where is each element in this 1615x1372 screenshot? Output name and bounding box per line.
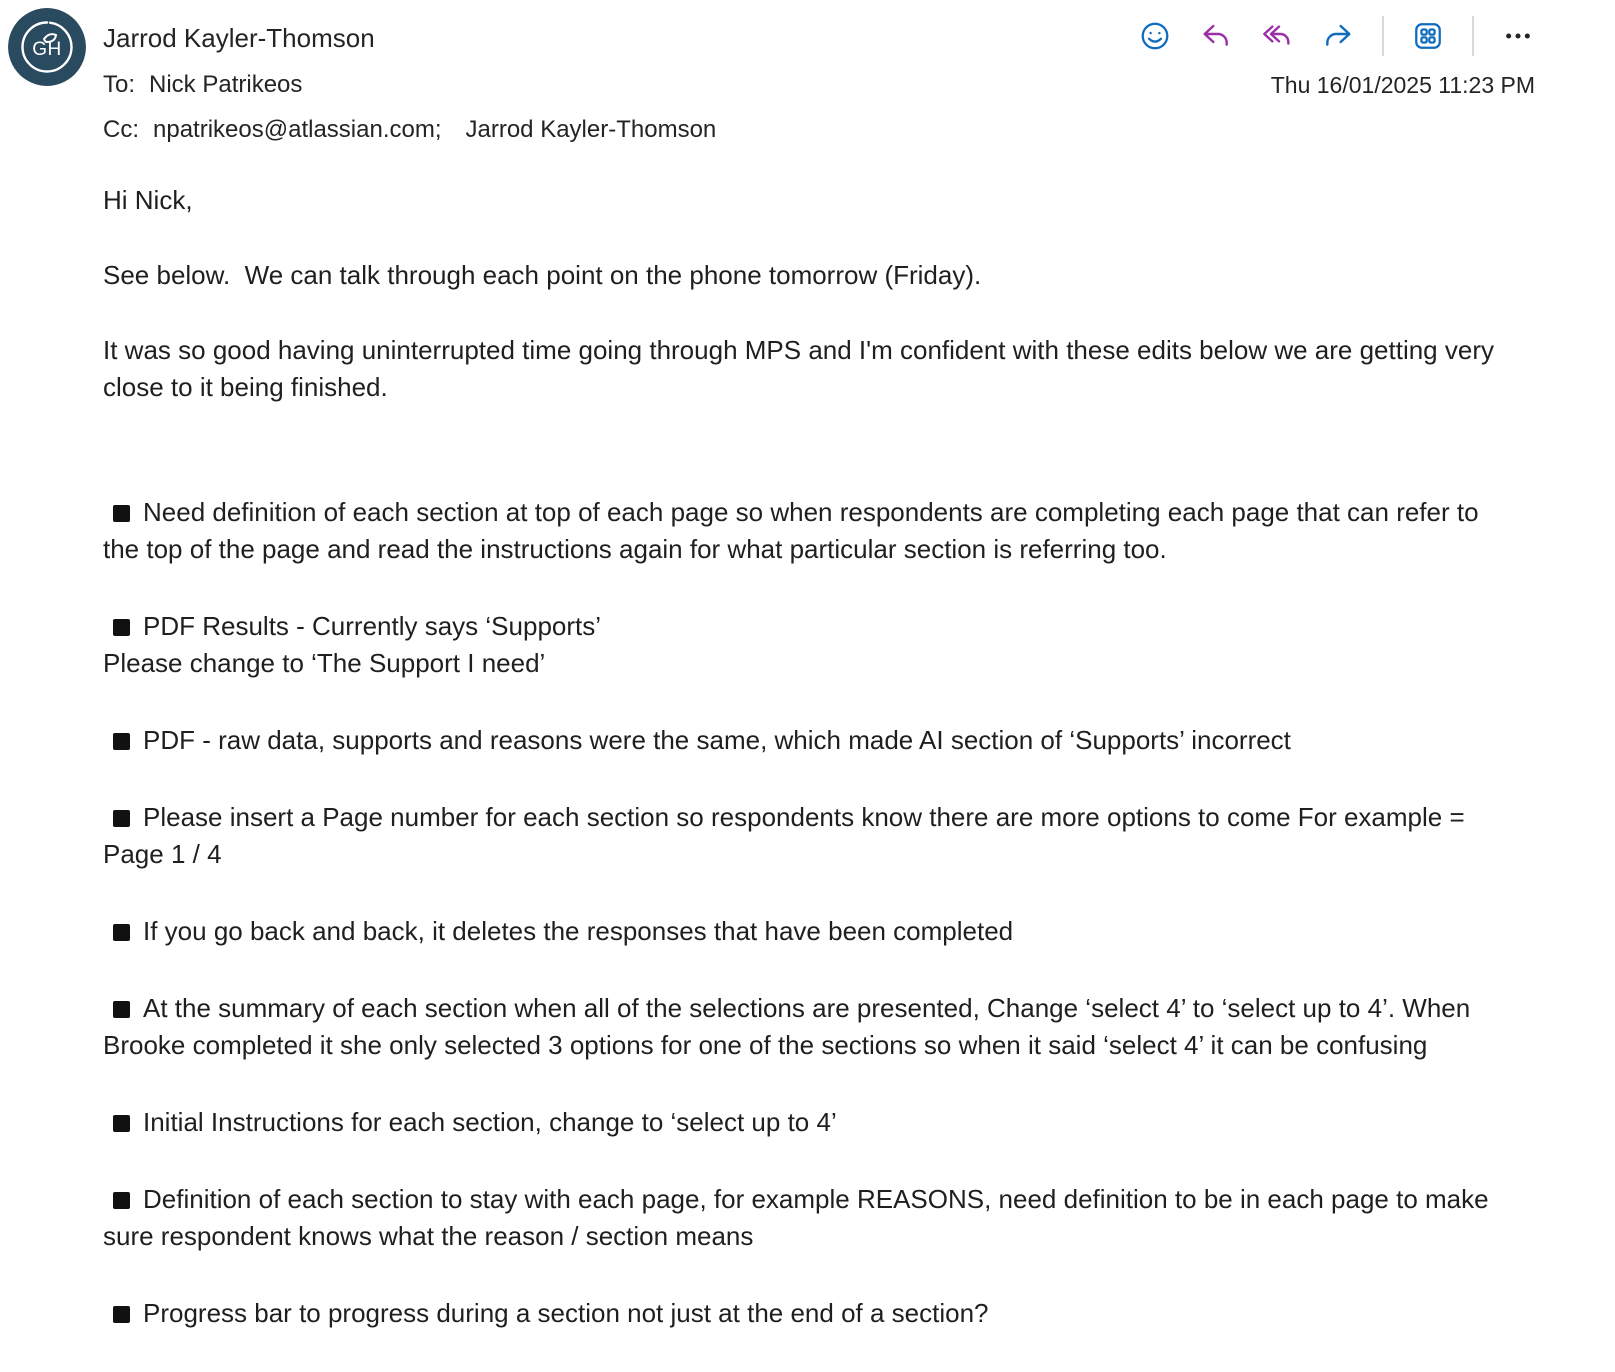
reply-icon bbox=[1200, 20, 1232, 52]
bullet-item bbox=[103, 1104, 1507, 1141]
toolbar-divider bbox=[1472, 16, 1474, 56]
bullet-text: PDF - raw data, supports and reasons were the same, which made AI section of ‘Supports’ incorrect bbox=[143, 725, 1291, 755]
bullet-square-icon bbox=[113, 1306, 130, 1323]
cc-recipient[interactable]: Jarrod Kayler-Thomson bbox=[465, 116, 717, 143]
bullet-square-icon bbox=[113, 810, 130, 827]
smiley-icon bbox=[1139, 20, 1171, 52]
avatar[interactable] bbox=[8, 8, 86, 86]
emoji-reaction-button[interactable] bbox=[1138, 19, 1172, 53]
bullet-square-icon bbox=[113, 1192, 130, 1209]
reply-all-button[interactable] bbox=[1260, 19, 1294, 53]
apps-button[interactable] bbox=[1411, 19, 1445, 53]
to-recipient[interactable]: Nick Patrikeos bbox=[149, 71, 303, 98]
to-label: To: bbox=[103, 71, 136, 98]
sender-name[interactable]: Jarrod Kayler-Thomson bbox=[103, 23, 375, 53]
cc-recipient[interactable]: npatrikeos@atlassian.com; bbox=[153, 116, 442, 143]
avatar-gh-logo bbox=[8, 8, 86, 86]
bullet-item bbox=[103, 608, 1507, 645]
message-toolbar bbox=[1138, 14, 1535, 58]
email-body bbox=[0, 152, 1615, 1372]
bullet-item bbox=[103, 722, 1507, 759]
bullet-item bbox=[103, 1181, 1507, 1255]
bullet-square-icon bbox=[113, 505, 130, 522]
bullet-square-icon bbox=[113, 1115, 130, 1132]
svg-text:GH: GH bbox=[32, 39, 62, 60]
bullet-text: Need definition of each section at top of each page so when respondents are completing each page that can refer to the top of the page and read the instructions again for what particular section is referring too. bbox=[103, 497, 1486, 564]
bullet-text: At the summary of each section when all of the selections are presented, Change ‘select 4’ to ‘select up to 4’. When Brooke completed it she only selected 3 options for one of the sections so when it said ‘select 4’ it can be confusing bbox=[103, 993, 1478, 1060]
cc-row bbox=[103, 116, 1535, 144]
message-timestamp: Thu 16/01/2025 11:23 PM bbox=[1270, 72, 1535, 98]
bullet-square-icon bbox=[113, 619, 130, 636]
forward-icon bbox=[1322, 20, 1354, 52]
bullet-text: If you go back and back, it deletes the responses that have been completed bbox=[143, 916, 1014, 946]
ellipsis-icon bbox=[1502, 20, 1534, 52]
reply-all-icon bbox=[1261, 20, 1293, 52]
reply-button[interactable] bbox=[1199, 19, 1233, 53]
bullet-text: Initial Instructions for each section, change to ‘select up to 4’ bbox=[143, 1107, 837, 1137]
bullet-text: Please insert a Page number for each section so respondents know there are more options to come For example = Page 1 / 4 bbox=[103, 802, 1472, 869]
header-right bbox=[1138, 14, 1535, 99]
greeting-text: Hi Nick, bbox=[103, 185, 193, 215]
more-actions-button[interactable] bbox=[1501, 19, 1535, 53]
forward-button[interactable] bbox=[1321, 19, 1355, 53]
bullet-text: Progress bar to progress during a section not just at the end of a section? bbox=[143, 1298, 989, 1328]
bullet-item bbox=[103, 494, 1507, 568]
bullet-square-icon bbox=[113, 733, 130, 750]
email-header bbox=[0, 0, 1615, 152]
toolbar-divider bbox=[1382, 16, 1384, 56]
bullet-text: Definition of each section to stay with each page, for example REASONS, need definition to be in each page to make sure respondent knows what the reason / section means bbox=[103, 1184, 1496, 1251]
body-paragraph: See below. We can talk through each point on the phone tomorrow (Friday). bbox=[103, 260, 982, 290]
bullet-continuation-text: Please change to ‘The Support I need’ bbox=[103, 648, 546, 678]
bullet-item bbox=[103, 913, 1507, 950]
cc-label: Cc: bbox=[103, 116, 139, 143]
bullet-text: PDF Results - Currently says ‘Supports’ bbox=[143, 611, 602, 641]
bullet-item bbox=[103, 799, 1507, 873]
apps-grid-icon bbox=[1412, 20, 1444, 52]
bullet-item bbox=[103, 1295, 1507, 1332]
bullet-square-icon bbox=[113, 924, 130, 941]
bullet-item bbox=[103, 990, 1507, 1064]
body-paragraph: It was so good having uninterrupted time going through MPS and I'm confident with these edits below we are getting very close to it being finished. bbox=[103, 335, 1502, 402]
bullet-square-icon bbox=[113, 1001, 130, 1018]
